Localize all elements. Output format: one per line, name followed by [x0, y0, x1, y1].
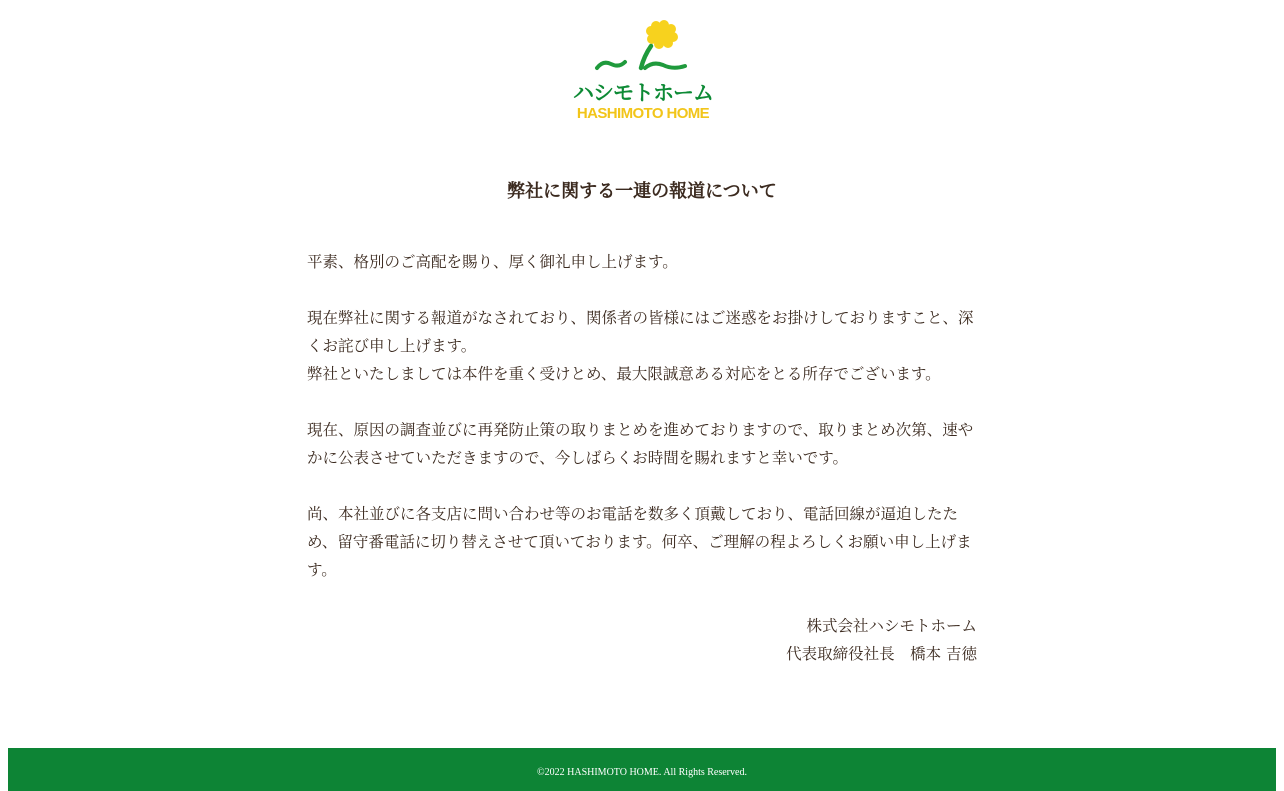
- paragraph-investigation: 現在、原因の調査並びに再発防止策の取りまとめを進めておりますので、取りまとめ次第、速やかに公表させていただきますので、今しばらくお時間を賜れますと幸いです。: [307, 421, 974, 467]
- company-logo[interactable]: [565, 18, 720, 126]
- paragraph-apology: 現在弊社に関する報道がなされており、関係者の皆様にはご迷惑をお掛けしておりますこと、深くお詫び申し上げます。: [307, 309, 974, 355]
- signature-company: 株式会社ハシモトホーム: [806, 617, 977, 635]
- copyright-text: ©2022 HASHIMOTO HOME. All Rights Reserved.: [537, 767, 747, 778]
- logo-japanese-text: ハシモトホーム: [573, 81, 713, 105]
- paragraph-greeting: 平素、格別のご高配を賜り、厚く御礼申し上げます。: [307, 253, 678, 271]
- dandelion-logo-icon: [565, 18, 720, 82]
- footer: [8, 748, 1276, 791]
- signature-representative: 代表取締役社長 橋本 吉徳: [786, 645, 977, 663]
- paragraph-phone-notice: 尚、本社並びに各支店に問い合わせ等のお電話を数多く頂戴しており、電話回線が逼迫したため、留守番電話に切り替えさせて頂いております。何卒、ご理解の程よろしくお願い申し上げます。: [307, 505, 972, 579]
- paragraph-commitment: 弊社といたしましては本件を重く受けとめ、最大限誠意ある対応をとる所存でございます。: [307, 365, 941, 383]
- notice-body: [307, 248, 977, 668]
- notice-title: 弊社に関する一連の報道について: [507, 181, 777, 202]
- logo-english-text: HASHIMOTO HOME: [576, 105, 710, 122]
